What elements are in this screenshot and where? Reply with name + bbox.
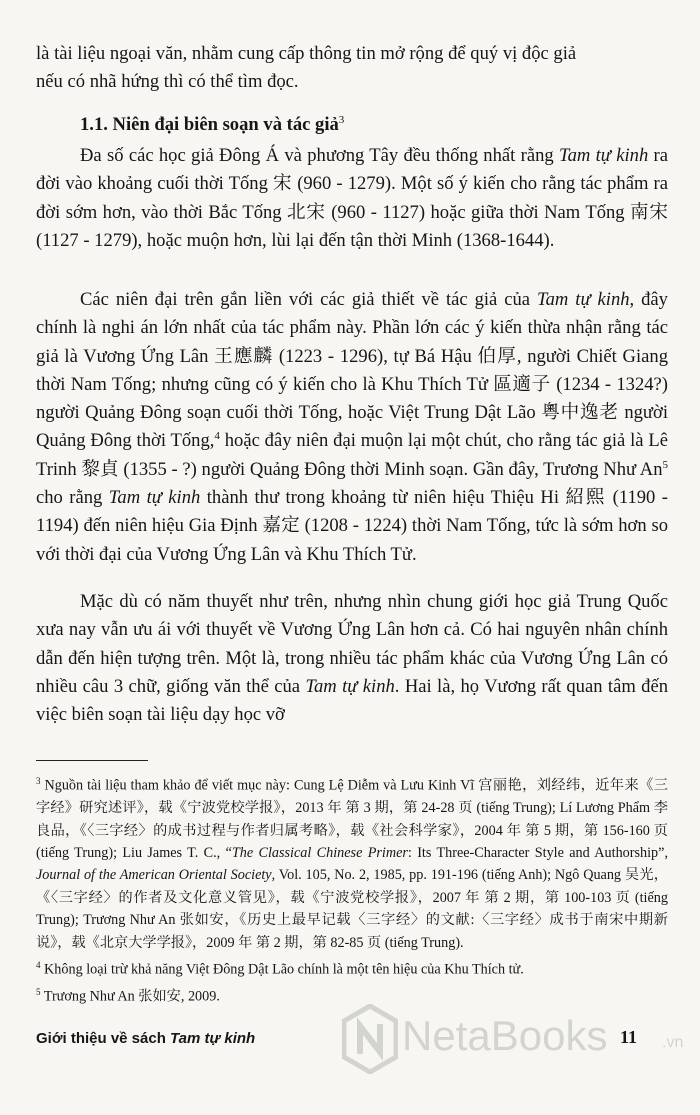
p2-text-d: cho rằng xyxy=(36,487,109,509)
page-number: 11 xyxy=(620,1027,638,1047)
p2-text-a: Các niên đại trên gắn liền với các giả thiết về tác giả của xyxy=(80,289,537,310)
p2-text-b: , đây chính là nghi án lớn nhất của tác phẩm này. Phần lớn các ý kiến thừa nhận rằng tác giả là Vương Ứng Lân 王應麟 (1223 - 1296), tự Bá Hậu 伯厚, người Chiết Giang thời Nam Tống; nhưng cũng có ý kiến cho là Khu Thích Tử 區適子 (1234 - 1324?) người Quảng Đông soạn cuối thời Tống, hoặc Việt Trung Dật Lão 粵中逸老 người Quảng Đông thời Tống, xyxy=(36,289,668,452)
footer-title-text: Giới thiệu về sách xyxy=(36,1030,171,1047)
footnotes xyxy=(36,770,668,1008)
p1-text-b: ra đời vào khoảng cuối thời Tống 宋 (960 - 1279). Một số ý kiến cho rằng tác phẩm ra đời sớm hơn, vào thời Bắc Tống 北宋 (960 - 1127) hoặc giữa thời Nam Tống 南宋 (1127 - 1279), hoặc muộn hơn, lùi lại đến tận thời Minh (1368-1644). xyxy=(36,145,668,251)
watermark-brand: NetaBooks xyxy=(402,1012,608,1059)
footnote-ref-5[interactable]: 5 xyxy=(662,458,668,471)
p3-text-a: Mặc dù có năm thuyết như trên, nhưng nhìn chung giới học giả Trung Quốc xưa nay vẫn ưu ái với thuyết về Vương Ứng Lân hơn cả. Có hai nguyên nhân chính dẫn đến hiện tượng trên. Một là, trong nhiều tác phẩm khác của Vương Ứng Lân có nhiều câu 3 chữ, giống văn thể của xyxy=(36,591,668,697)
p1-italic-title: Tam tự kinh xyxy=(558,145,649,166)
footnote-5-text: Trương Như An 张如安, 2009. xyxy=(40,988,220,1005)
p2-text-e: thành thư trong khoảng từ niên hiệu Thiệu Hi 紹熙 (1190 - 1194) đến niên hiệu Gia Định 嘉定 (1208 - 1224) thời Nam Tống, tức là sớm hơn so với thời đại của Vương Ứng Lân và Khu Thích Tử. xyxy=(36,487,668,565)
footnote-4-number: 4 xyxy=(36,959,41,970)
watermark-suffix: .vn xyxy=(662,1034,684,1051)
p1-text-a: Đa số các học giả Đông Á và phương Tây đều thống nhất rằng xyxy=(80,145,559,166)
running-footer-title xyxy=(36,1030,255,1047)
top-line-2: nếu có nhã hứng thì có thể tìm đọc. xyxy=(36,71,299,93)
section-heading-text: 1.1. Niên đại biên soạn và tác giả xyxy=(80,114,339,136)
footnote-3-number: 3 xyxy=(36,776,41,786)
footnote-3 xyxy=(36,770,668,954)
footnote-5-number: 5 xyxy=(36,987,41,998)
footnote-3-text-b: : Its Three-Character Style and Authorship”, xyxy=(407,844,668,861)
footnote-4 xyxy=(36,954,668,981)
p2-text-c: hoặc đây niên đại muộn lại một chút, cho rằng tác giả là Lê Trinh 黎貞 (1355 - ?) người Quảng Đông thời Minh soạn. Gần đây, Trương Như An xyxy=(36,430,668,480)
paragraph-2 xyxy=(36,286,668,569)
paragraph-3 xyxy=(36,588,668,729)
footnote-5 xyxy=(36,981,668,1008)
footer-title-italic: Tam tự kinh xyxy=(170,1030,256,1047)
p2-italic-title: Tam tự kinh xyxy=(536,289,630,310)
section-heading xyxy=(80,108,344,137)
p3-text-b: . Hai là, họ Vương rất quan tâm đến việc biên soạn tài liệu dạy học vỡ xyxy=(36,675,668,726)
footnote-divider xyxy=(36,760,148,761)
footnote-3-text-c: , Vol. 105, No. 2, 1985, pp. 191-196 (tiếng Anh); Ngô Quang 吴光，《〈三字经〉的作者及文化意义管见》，载《宁波党校学报》，2007 年 第 2 期，第 100-103 页 (tiếng Trung); Trương Như An 张如安，《历史上最早记载〈三字经〉的文献:〈三字经〉成书于南宋中期新说》，载《北京大学学报》，2009 年 第 2 期，第 82-85 页 (tiếng Trung). xyxy=(36,867,668,951)
watermark-logo-icon xyxy=(342,1004,398,1074)
footnote-ref-4[interactable]: 4 xyxy=(214,430,220,443)
footnote-3-italic-1: The Classical Chinese Primer xyxy=(231,844,408,861)
paragraph-1 xyxy=(36,142,668,255)
top-continuation xyxy=(36,40,668,97)
top-line-1: là tài liệu ngoại văn, nhằm cung cấp thông tin mở rộng để quý vị độc giả xyxy=(36,43,577,64)
footnote-3-text-a: Nguồn tài liệu tham khảo để viết mục này: Cung Lệ Diễm và Lưu Kinh Vĩ 宫丽艳，刘经纬，近年来《三字经》研究述评》，载《宁波党校学报》，2013 年 第 3 期，第 24-28 页 (tiếng Trung); Lí Lương Phẩm 李良品，《〈三字经〉的成书过程与作者归属考略》，载《社会科学家》，2004 年 第 5 期，第 156-160 页 (tiếng Trung); Liu James T. C., “ xyxy=(36,777,668,861)
p3-italic-title: Tam tự kinh xyxy=(305,675,395,697)
watermark xyxy=(340,1000,700,1080)
footnote-4-text: Không loại trừ khả năng Việt Đông Dật Lão chính là một tên hiệu của Khu Thích tử. xyxy=(40,961,524,978)
footnote-3-italic-2: Journal of the American Oriental Society xyxy=(36,867,272,884)
heading-footnote-ref: 3 xyxy=(338,114,345,126)
p2-italic-title-2: Tam tự kinh xyxy=(108,487,201,509)
